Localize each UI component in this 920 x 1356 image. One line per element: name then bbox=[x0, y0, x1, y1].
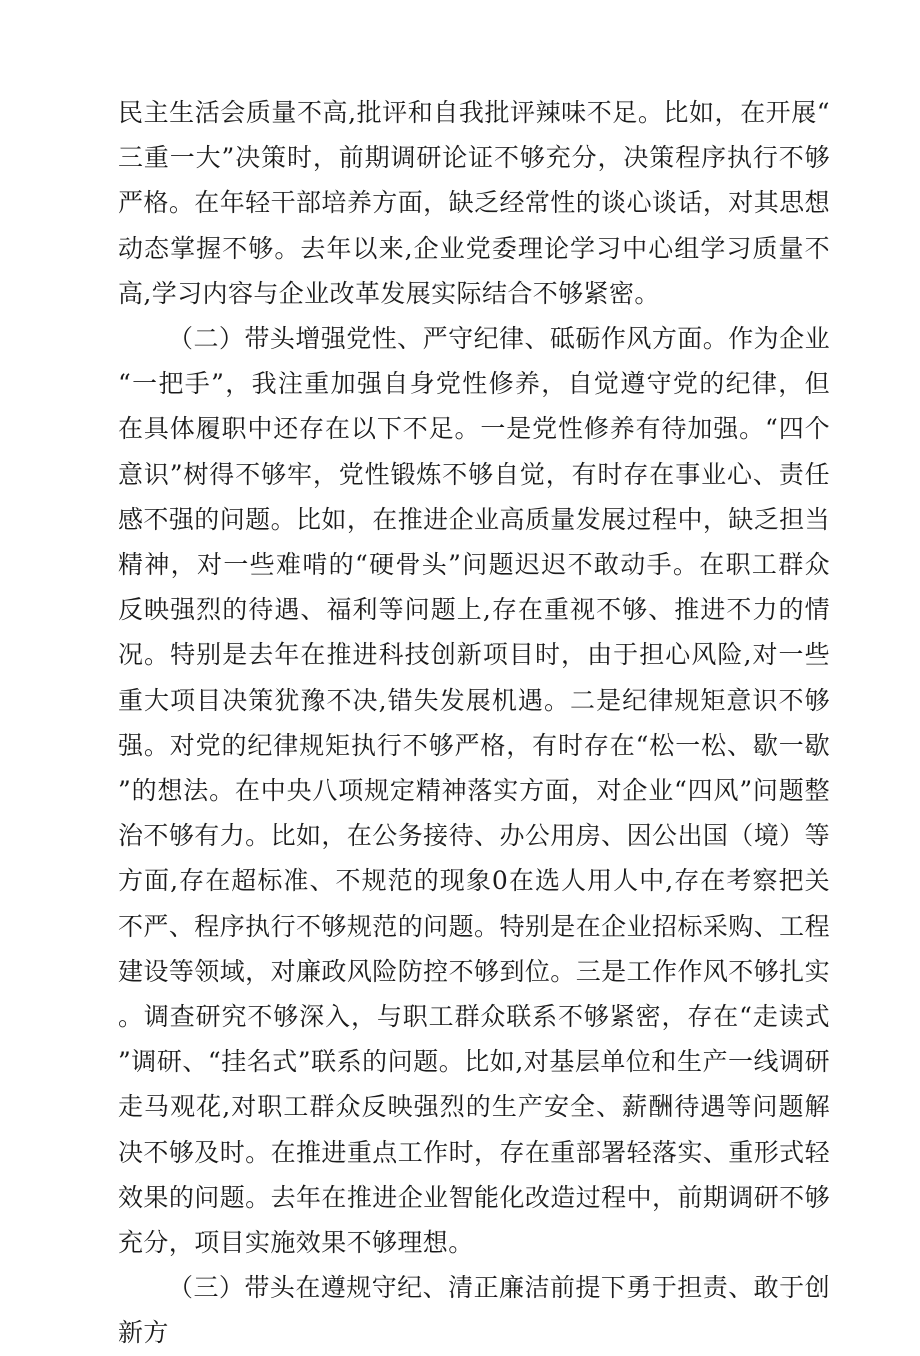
paragraph-section-two: （二）带头增强党性、严守纪律、砥砺作风方面。作为企业“一把手”，我注重加强自身党性修养，自觉遵守党的纪律，但在具体履职中还存在以下不足。一是党性修养有待加强。“四个意识”树得不够牢，党性锻炼不够自觉，有时存在事业心、责任感不强的问题。比如，在推进企业高质量发展过程中，缺乏担当精神，对一些难啃的“硬骨头”问题迟迟不敢动手。在职工群众反映强烈的待遇、福利等问题上,存在重视不够、推进不力的情况。特别是去年在推进科技创新项目时，由于担心风险,对一些重大项目决策犹豫不决,错失发展机遇。二是纪律规矩意识不够强。对党的纪律规矩执行不够严格，有时存在“松一松、歇一歇”的想法。在中央八项规定精神落实方面，对企业“四风”问题整治不够有力。比如，在公务接待、办公用房、因公出国（境）等方面,存在超标准、不规范的现象0在选人用人中,存在考察把关不严、程序执行不够规范的问题。特别是在企业招标采购、工程建设等领域，对廉政风险防控不够到位。三是工作作风不够扎实。调查研究不够深入，与职工群众联系不够紧密，存在“走读式”调研、“挂名式”联系的问题。比如,对基层单位和生产一线调研走马观花,对职工群众反映强烈的生产安全、薪酬待遇等问题解决不够及时。在推进重点工作时，存在重部署轻落实、重形式轻效果的问题。去年在推进企业智能化改造过程中，前期调研不够充分，项目实施效果不够理想。 bbox=[118, 324, 830, 1258]
paragraph-continuation: 民主生活会质量不高,批评和自我批评辣味不足。比如，在开展“三重一大”决策时，前期调研论证不够充分，决策程序执行不够严格。在年轻干部培养方面，缺乏经常性的谈心谈话，对其思想动态掌握不够。去年以来,企业党委理论学习中心组学习质量不高,学习内容与企业改革发展实际结合不够紧密。 bbox=[118, 98, 830, 308]
paragraph-section-three-heading: （三）带头在遵规守纪、清正廉洁前提下勇于担责、敢于创新方 bbox=[118, 1273, 830, 1348]
document-body bbox=[118, 90, 830, 1356]
